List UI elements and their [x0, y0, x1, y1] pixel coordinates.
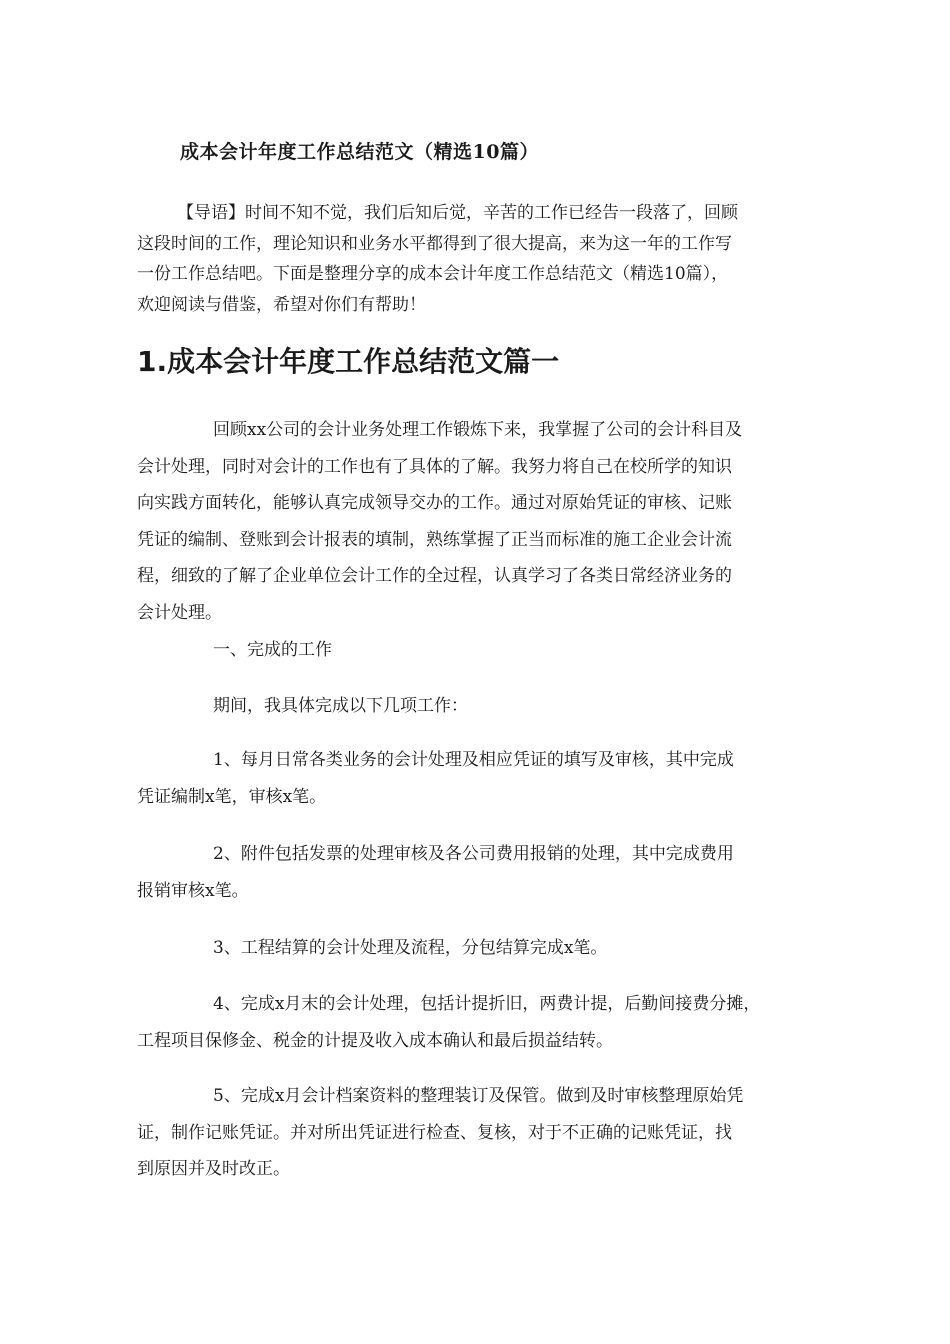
list-item-4 — [137, 986, 827, 1059]
paragraph-line: 工程项目保修金、税金的计提及收入成本确认和最后损益结转。 — [137, 1030, 613, 1051]
body-paragraph-intro-list — [137, 688, 827, 725]
body-paragraph-review — [137, 412, 827, 631]
paragraph-line: 会计处理，同时对会计的工作也有了具体的了解。我努力将自己在校所学的知识 — [137, 456, 732, 477]
paragraph-line: 2、附件包括发票的处理审核及各公司费用报销的处理，其中完成费用 — [213, 844, 734, 864]
paragraph-line: 凭证编制x笔，审核x笔。 — [137, 786, 327, 807]
intro-paragraph — [137, 198, 817, 320]
paragraph-line: 5、完成x月会计档案资料的整理装订及保管。做到及时审核整理原始凭 — [213, 1086, 744, 1106]
paragraph-line: 到原因并及时改正。 — [137, 1159, 290, 1179]
intro-line: 【导语】时间不知不觉，我们后知后觉，辛苦的工作已经告一段落了，回顾 — [177, 203, 738, 223]
document-title: 成本会计年度工作总结范文（精选10篇） — [180, 141, 539, 163]
intro-line: 这段时间的工作，理论知识和业务水平都得到了很大提高，来为这一年的工作写 — [137, 233, 732, 254]
section-heading: 1.成本会计年度工作总结范文篇一 — [137, 345, 560, 378]
paragraph-line: 会计处理。 — [137, 602, 222, 623]
list-item-5 — [137, 1078, 827, 1188]
paragraph-line: 证，制作记账凭证。并对所出凭证进行检查、复核，对于不正确的记账凭证，找 — [137, 1122, 732, 1143]
paragraph-line: 1、每月日常各类业务的会计处理及相应凭证的填写及审核，其中完成 — [213, 750, 734, 770]
subheading-completed-work — [137, 632, 827, 669]
paragraph-line: 凭证的编制、登账到会计报表的填制，熟练掌握了正当而标准的施工企业会计流 — [137, 529, 732, 550]
intro-line: 一份工作总结吧。下面是整理分享的成本会计年度工作总结范文（精选10篇）， — [137, 264, 729, 284]
list-item-3 — [137, 930, 827, 967]
paragraph-line: 4、完成x月末的会计处理，包括计提折旧，两费计提，后勤间接费分摊， — [213, 994, 761, 1014]
paragraph-line: 报销审核x笔。 — [137, 880, 249, 901]
paragraph-line: 回顾xx公司的会计业务处理工作锻炼下来，我掌握了公司的会计科目及 — [213, 420, 743, 440]
paragraph-line: 一、完成的工作 — [213, 640, 332, 660]
paragraph-line: 3、工程结算的会计处理及流程，分包结算完成x笔。 — [213, 938, 608, 958]
list-item-1 — [137, 742, 827, 815]
paragraph-line: 程，细致的了解了企业单位会计工作的全过程，认真学习了各类日常经济业务的 — [137, 566, 732, 586]
paragraph-line: 向实践方面转化，能够认真完成领导交办的工作。通过对原始凭证的审核、记账 — [137, 493, 732, 513]
paragraph-line: 期间，我具体完成以下几项工作： — [213, 696, 468, 716]
list-item-2 — [137, 836, 827, 909]
intro-line: 欢迎阅读与借鉴，希望对你们有帮助！ — [137, 294, 426, 315]
